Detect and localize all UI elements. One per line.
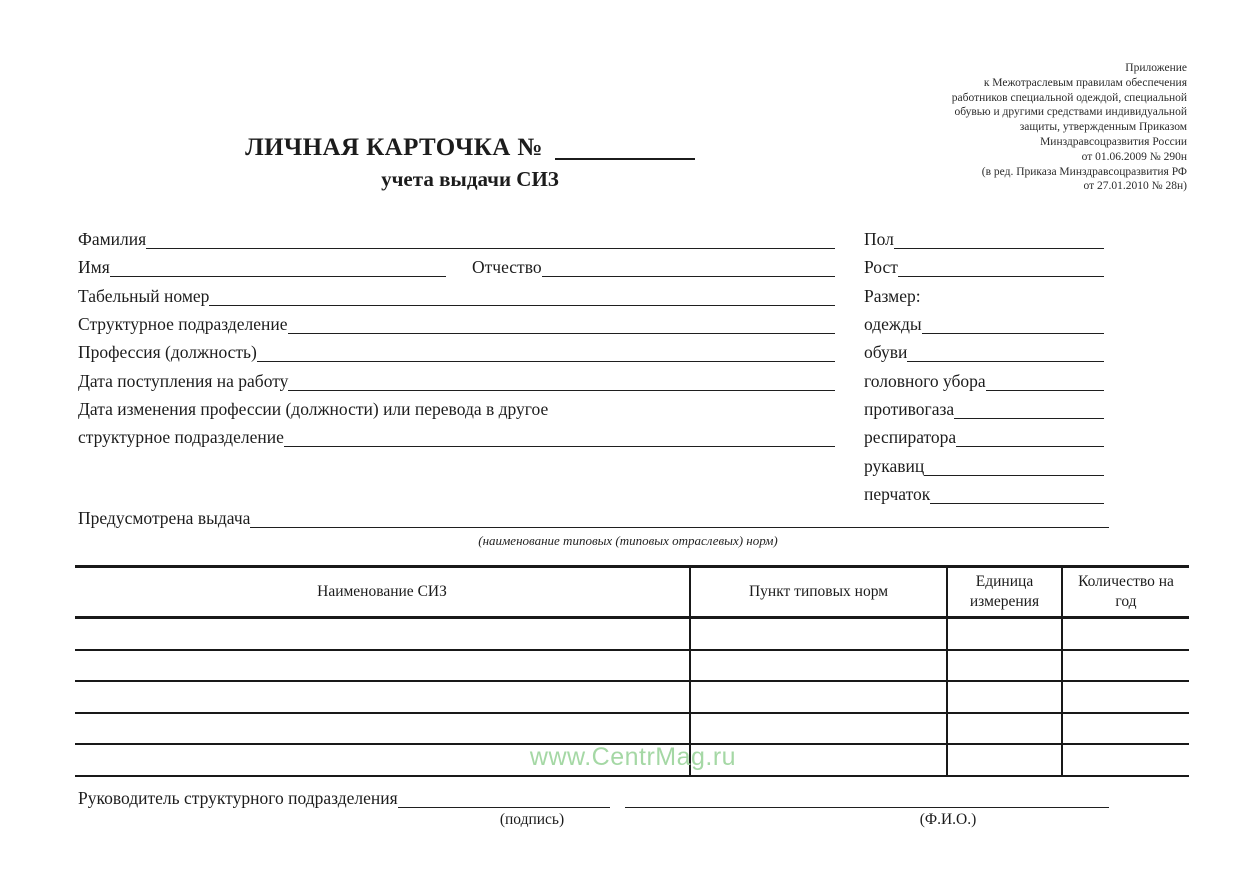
personnel-number-field[interactable] — [209, 282, 835, 306]
fio-field[interactable] — [625, 785, 1109, 808]
issue-row — [78, 504, 1109, 532]
table-header-row — [75, 567, 1189, 618]
patronymic-field[interactable] — [542, 253, 835, 277]
table-row — [75, 713, 1189, 745]
personnel-number-label: Табельный номер — [78, 285, 210, 306]
mittens-size-label: рукавиц — [864, 455, 925, 476]
employee-fields — [78, 225, 835, 452]
headgear-size-field[interactable] — [986, 367, 1104, 391]
table-cell[interactable] — [75, 618, 690, 650]
col-header-unit: Единица измерения — [947, 567, 1062, 618]
appendix-line: работников специальной одеждой, специальной — [951, 91, 1187, 104]
table-row — [75, 650, 1189, 682]
spacer — [610, 785, 625, 811]
gloves-size-label: перчаток — [864, 484, 931, 505]
first-name-field[interactable] — [110, 253, 446, 277]
size-header-label: Размер: — [864, 285, 921, 306]
spacer — [446, 253, 472, 281]
department-row — [78, 310, 835, 338]
issue-caption: (наименование типовых (типовых отраслевых) норм) — [478, 533, 778, 548]
transfer-row-line1 — [78, 395, 835, 423]
department-field[interactable] — [288, 310, 835, 334]
table-cell[interactable] — [75, 713, 690, 745]
hire-date-label: Дата поступления на работу — [78, 370, 289, 391]
headgear-size-label: головного убора — [864, 370, 986, 391]
appendix-line: от 01.06.2009 № 290н — [1081, 150, 1187, 163]
table-cell[interactable] — [947, 650, 1062, 682]
height-row — [864, 253, 1104, 281]
appendix-line: защиты, утвержденным Приказом — [1019, 121, 1187, 134]
sex-row — [864, 225, 1104, 253]
card-number-field[interactable] — [555, 158, 695, 160]
surname-row — [78, 225, 835, 253]
table-cell[interactable] — [1062, 713, 1189, 745]
table-cell[interactable] — [1062, 744, 1189, 776]
first-name-label: Имя — [78, 257, 110, 278]
table-cell[interactable] — [75, 681, 690, 713]
signature-field[interactable] — [398, 785, 610, 808]
table-cell[interactable] — [1062, 681, 1189, 713]
sizes-fields — [864, 225, 1104, 508]
respirator-size-label: респиратора — [864, 427, 957, 448]
clothing-size-row — [864, 310, 1104, 338]
col-header-qty-per-year: Количество на год — [1062, 567, 1189, 618]
hire-date-row — [78, 367, 835, 395]
footer-signature-row — [78, 785, 1109, 811]
table-row — [75, 681, 1189, 713]
fio-caption: (Ф.И.О.) — [919, 811, 977, 828]
surname-label: Фамилия — [78, 229, 147, 249]
signature-caption: (подпись) — [499, 811, 565, 828]
table-cell[interactable] — [947, 744, 1062, 776]
form-subtitle: учета выдачи СИЗ — [381, 167, 559, 191]
clothing-size-field[interactable] — [922, 310, 1104, 334]
title-block — [75, 134, 865, 192]
table-cell[interactable] — [947, 713, 1062, 745]
name-patronymic-row — [78, 253, 835, 281]
department-label: Структурное подразделение — [78, 314, 288, 335]
profession-label: Профессия (должность) — [78, 342, 257, 363]
gas-mask-size-field[interactable] — [954, 395, 1104, 419]
table-cell[interactable] — [1062, 650, 1189, 682]
sex-label: Пол — [864, 229, 894, 249]
mittens-size-row — [864, 452, 1104, 480]
size-header-row — [864, 282, 1104, 310]
table-cell[interactable] — [690, 713, 947, 745]
respirator-size-field[interactable] — [956, 423, 1104, 447]
appendix-line: от 27.01.2010 № 28н) — [1083, 180, 1187, 193]
table-cell[interactable] — [947, 618, 1062, 650]
profession-row — [78, 338, 835, 366]
col-header-siz-name: Наименование СИЗ — [75, 567, 690, 618]
gas-mask-size-label: противогаза — [864, 399, 955, 420]
table-cell[interactable] — [690, 681, 947, 713]
transfer-label-line2: структурное подразделение — [78, 427, 284, 448]
appendix-line: обувью и другими средствами индивидуальной — [954, 106, 1187, 119]
clothing-size-label: одежды — [864, 314, 922, 335]
table-row — [75, 618, 1189, 650]
footwear-size-row — [864, 338, 1104, 366]
appendix-line: к Межотраслевым правилам обеспечения — [983, 76, 1187, 89]
appendix-line: (в ред. Приказа Минздравсоцразвития РФ — [981, 165, 1187, 178]
height-label: Рост — [864, 257, 898, 278]
watermark: www.CentrMag.ru — [529, 743, 737, 771]
transfer-label-line1: Дата изменения профессии (должности) или перевода в другое — [78, 399, 549, 420]
headgear-size-row — [864, 367, 1104, 395]
form-title: ЛИЧНАЯ КАРТОЧКА № — [245, 134, 543, 161]
appendix-line: Минздравсоцразвития России — [1040, 135, 1187, 148]
table-cell[interactable] — [690, 618, 947, 650]
profession-field[interactable] — [257, 338, 835, 362]
table-cell[interactable] — [75, 650, 690, 682]
respirator-size-row — [864, 423, 1104, 451]
col-header-norms-item: Пункт типовых норм — [690, 567, 947, 618]
footwear-size-label: обуви — [864, 342, 908, 363]
head-of-department-label: Руководитель структурного подразделения — [78, 788, 398, 808]
table-cell[interactable] — [1062, 618, 1189, 650]
table-cell[interactable] — [947, 681, 1062, 713]
issue-label: Предусмотрена выдача — [78, 508, 251, 528]
height-field[interactable] — [898, 253, 1104, 277]
personnel-number-row — [78, 282, 835, 310]
appendix-line: Приложение — [1125, 62, 1187, 74]
mittens-size-field[interactable] — [924, 452, 1104, 476]
gas-mask-size-row — [864, 395, 1104, 423]
transfer-department-field[interactable] — [284, 423, 835, 447]
transfer-row-line2 — [78, 423, 835, 451]
gloves-size-field[interactable] — [930, 480, 1104, 504]
issue-norms-field[interactable] — [250, 504, 1109, 528]
hire-date-field[interactable] — [288, 367, 835, 391]
sex-field[interactable] — [894, 225, 1104, 249]
surname-field[interactable] — [146, 225, 835, 249]
patronymic-label: Отчество — [472, 257, 542, 278]
table-cell[interactable] — [690, 650, 947, 682]
footwear-size-field[interactable] — [907, 338, 1104, 362]
